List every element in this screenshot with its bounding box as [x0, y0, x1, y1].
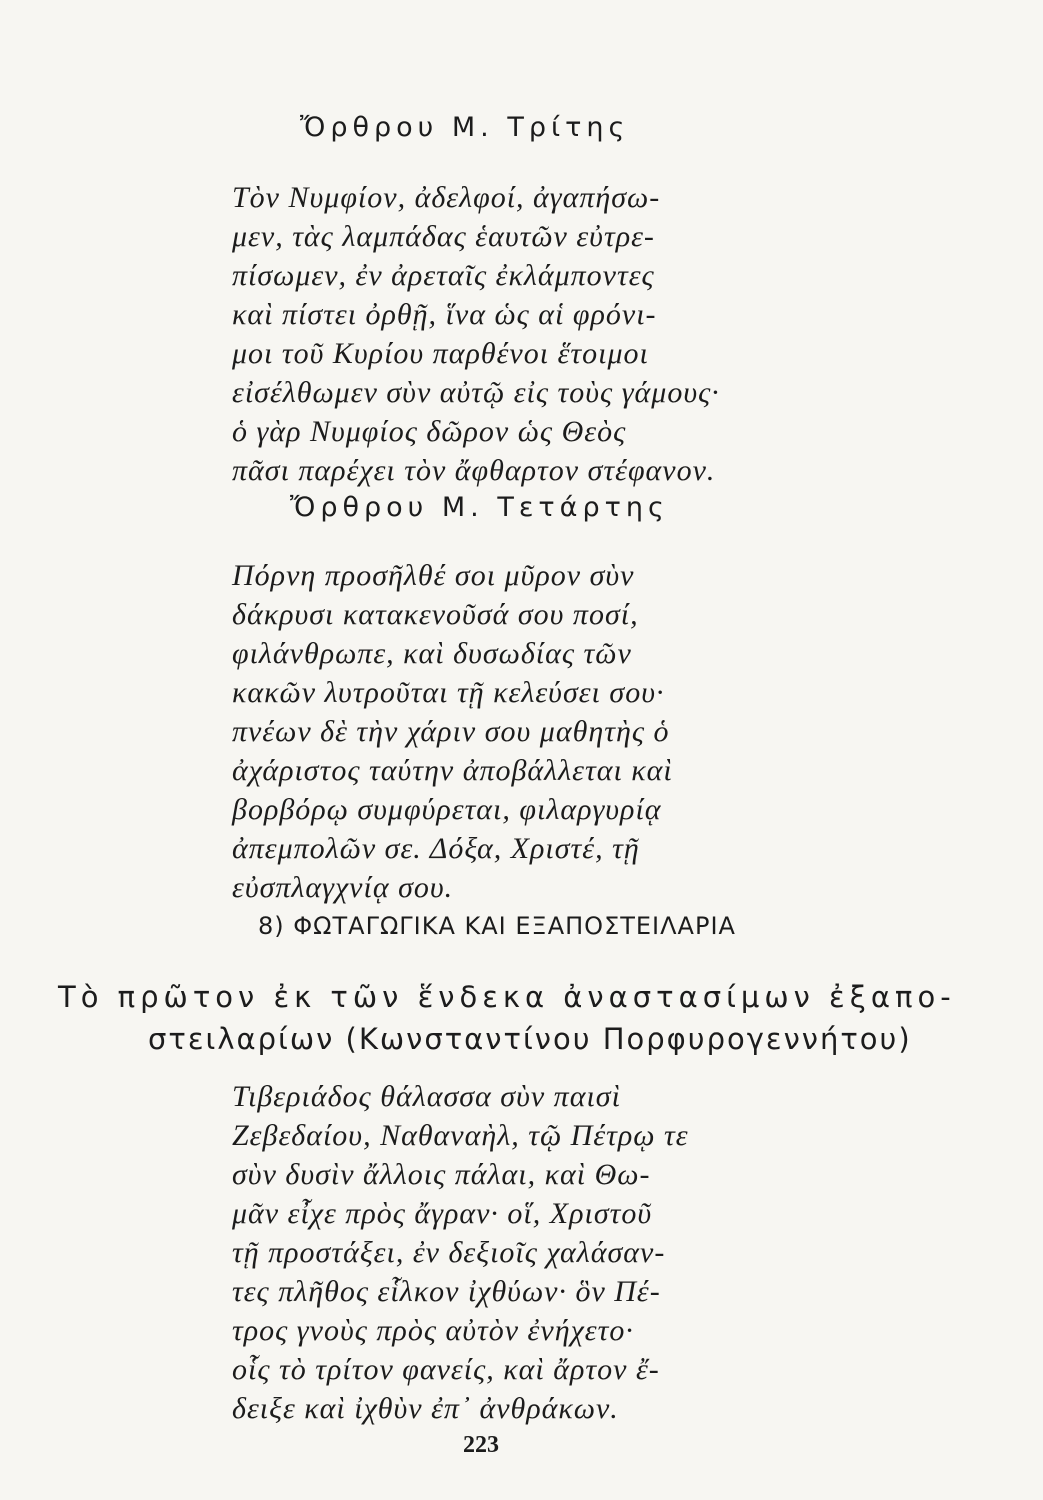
verse-line: καὶ πίστει ὀρθῇ, ἵνα ὡς αἱ φρόνι-	[232, 298, 657, 331]
verse-line: πνέων δὲ τὴν χάριν σου μαθητὴς ὁ	[232, 715, 670, 748]
verse-line: εἰσέλθωμεν σὺν αὐτῷ εἰς τοὺς γάμους·	[232, 376, 720, 409]
verse-line: μοι τοῦ Κυρίου παρθένοι ἕτοιμοι	[232, 337, 649, 370]
verse-line: εὐσπλαγχνίᾳ σου.	[232, 871, 454, 904]
verse-line: σὺν δυσὶν ἄλλοις πάλαι, καὶ Θω-	[232, 1158, 651, 1191]
verse-line: πίσωμεν, ἐν ἀρεταῖς ἐκλάμποντες	[232, 259, 655, 292]
verse-line: Τὸν Νυμφίον, ἀδελφοί, ἀγαπήσω-	[232, 181, 661, 214]
section-heading-tuesday: Ὄρθρου Μ. Τρίτης	[300, 112, 630, 143]
verse-line: ὁ γὰρ Νυμφίος δῶρον ὡς Θεὸς	[232, 415, 627, 448]
verse-line: τες πλῆθος εἷλκον ἰχθύων· ὃν Πέ-	[232, 1275, 661, 1308]
verse-line: Τιβεριάδος θάλασσα σὺν παισὶ	[232, 1080, 621, 1113]
verse-line: Ζεβεδαίου, Ναθαναὴλ, τῷ Πέτρῳ τε	[232, 1119, 689, 1152]
verse-line: πᾶσι παρέχει τὸν ἄφθαρτον στέφανον.	[232, 454, 716, 487]
verse-block-wednesday	[232, 556, 673, 907]
section-title: 8) ΦΩΤΑΓΩΓΙΚΑ ΚΑΙ ΕΞΑΠΟΣΤΕΙΛΑΡΙΑ	[258, 912, 736, 940]
verse-line: τῇ προστάξει, ἐν δεξιοῖς χαλάσαν-	[232, 1236, 666, 1269]
verse-line: οἷς τὸ τρίτον φανείς, καὶ ἄρτον ἔ-	[232, 1353, 660, 1386]
verse-line: τρος γνοὺς πρὸς αὐτὸν ἐνήχετο·	[232, 1314, 634, 1347]
verse-block-tuesday	[232, 178, 720, 490]
verse-line: μεν, τὰς λαμπάδας ἑαυτῶν εὐτρε-	[232, 220, 655, 253]
verse-line: κακῶν λυτροῦται τῇ κελεύσει σου·	[232, 676, 665, 709]
verse-line: ἀχάριστος ταύτην ἀποβάλλεται καὶ	[232, 754, 673, 787]
verse-line: Πόρνη προσῆλθέ σοι μῦρον σὺν	[232, 559, 635, 592]
verse-line: φιλάνθρωπε, καὶ δυσωδίας τῶν	[232, 637, 632, 670]
verse-block-exaposteilarion	[232, 1077, 689, 1428]
verse-line: δάκρυσι κατακενοῦσά σου ποσί,	[232, 598, 639, 631]
verse-line: δειξε καὶ ἰχθὺν ἐπ᾽ ἀνθράκων.	[232, 1392, 619, 1425]
hymn-title-line-2: στειλαρίων (Κωνσταντίνου Πορφυρογεννήτου)	[148, 1022, 912, 1056]
section-heading-wednesday: Ὄρθρου Μ. Τετάρτης	[290, 492, 669, 523]
verse-line: ἀπεμπολῶν σε. Δόξα, Χριστέ, τῇ	[232, 832, 640, 865]
hymn-title-line-1: Τὸ πρῶτον ἐκ τῶν ἕνδεκα ἀναστασίμων ἐξαπο-	[58, 980, 956, 1014]
page-number: 223	[463, 1432, 499, 1458]
verse-line: μᾶν εἶχε πρὸς ἄγραν· οἵ, Χριστοῦ	[232, 1197, 653, 1230]
verse-line: βορβόρῳ συμφύρεται, φιλαργυρίᾳ	[232, 793, 662, 826]
